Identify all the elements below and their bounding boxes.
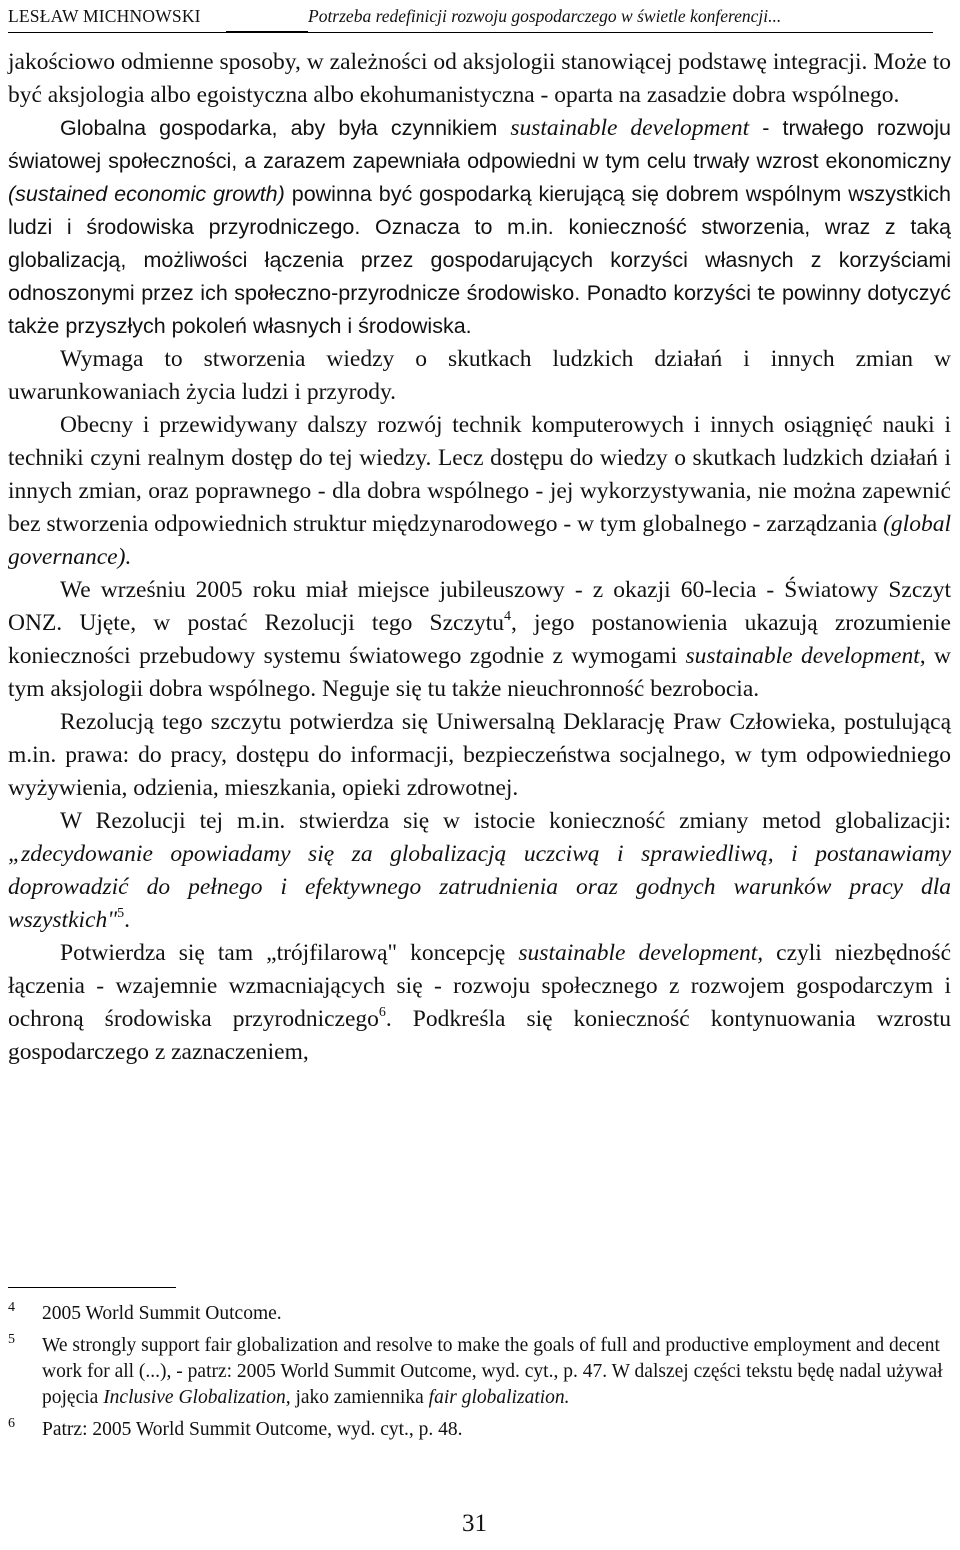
footnotes	[8, 1301, 943, 1449]
paragraph-7: W Rezolucji tej m.in. stwierdza się w istocie konieczność zmiany metod globalizacji: „zdecydowanie opowiadamy się za globalizacją uczciwą i sprawiedliwą, i postanawiamy doprowadzić do pełnego i efektywnego zatrudnienia oraz godnych warunków pracy dla wszystkich"$^5$.	[8, 808, 951, 933]
paragraph-8: Potwierdza się tam „trójfilarową" koncepcję sustainable development, czyli niezbędność łączenia - wzajemnie wzmacniających się - rozwoju społecznego z rozwojem gospodarczym i ochroną środowiska przyrodniczego$^6$. Podkreśla się konieczność kontynuowania wzrostu gospodarczego z zaznaczeniem,	[8, 940, 951, 1065]
footnote-separator	[8, 1287, 176, 1288]
term-sustained-economic-growth: (sustained economic growth)	[8, 182, 285, 206]
header-title: Potrzeba redefinicji rozwoju gospodarczego w świetle konferencji...	[308, 6, 782, 26]
resolution-quote: „zdecydowanie opowiadamy się za globalizacją uczciwą i sprawiedliwą, i postanawiamy doprowadzić do pełnego i efektywnego zatrudnienia oraz godnych warunków pracy dla wszystkich"	[8, 841, 951, 933]
footnote-6: 6 Patrz: 2005 World Summit Outcome, wyd. cyt., p. 48.	[8, 1417, 943, 1443]
term-sustainable-development-3: sustainable development,	[518, 940, 764, 966]
footnote-number: 5	[8, 1332, 15, 1347]
term-sustainable-development-2: sustainable development,	[685, 643, 926, 669]
term-global-governance: (global governance).	[8, 511, 951, 570]
paragraph-2	[8, 112, 951, 343]
header-rule	[8, 32, 933, 33]
body-text	[8, 46, 951, 1069]
page-number: 31	[462, 1510, 487, 1537]
running-header	[8, 6, 948, 32]
term-sustainable-development: sustainable development	[510, 115, 750, 141]
paragraph-4: Obecny i przewidywany dalszy rozwój technik komputerowych i innych osiągnięć nauki i techniki czyni realnym dostęp do tej wiedzy. Lecz dostępu do wiedzy o skutkach ludzkich działań i innych zmian, oraz poprawnego - dla dobra wspólnego - jej wykorzystywania, nie można zapewnić bez stworzenia odpowiednich struktur międzynarodowego - w tym globalnego - zarządzania (global governance).	[8, 412, 951, 570]
paragraph-6: Rezolucją tego szczytu potwierdza się Uniwersalną Deklarację Praw Człowieka, postulującą m.in. prawa: do pracy, dostępu do informacji, bezpieczeństwa socjalnego, w tym odpowiedniego wyżywienia, odzienia, mieszkania, opieki zdrowotnej.	[8, 709, 951, 801]
footnote-5: 5 We strongly support fair globalization and resolve to make the goals of full and productive employment and decent work for all (...), - patrz: 2005 World Summit Outcome, wyd. cyt., p. 47. W dalszej części tekstu będę nadal używał pojęcia Inclusive Globalization, jako zamiennika fair globalization.	[8, 1333, 943, 1411]
footnote-ref-5[interactable]: 5	[117, 906, 125, 921]
footnote-ref-4[interactable]: 4	[503, 609, 511, 624]
paragraph-2-text-e: powinna być gospodarką kierującą się dobrem wspólnym wszystkich ludzi i środowiska przyrodniczego. Oznacza to m.in. konieczność stworzenia, wraz z taką globalizacją, możliwości łączenia przez gospodarujących korzyści własnych z korzyściami odnoszonymi przez ich społeczno-przyrodnicze środowisko. Ponadto korzyści te powinny dotyczyć także przyszłych pokoleń własnych i środowiska.	[8, 182, 951, 338]
header-author: LESŁAW MICHNOWSKI	[8, 6, 201, 26]
footnote-ref-6[interactable]: 6	[378, 1005, 386, 1020]
term-fair-globalization: fair globalization.	[428, 1387, 570, 1408]
paragraph-1: jakościowo odmienne sposoby, w zależności od aksjologii stanowiącej podstawę integracji. Może to być aksjologia albo egoistyczna albo ekohumanistyczna - oparta na zasadzie dobra wspólnego.	[8, 49, 951, 108]
header-rule-accent	[226, 31, 308, 33]
paragraph-2-text-c: - trwałego rozwoju światowej społeczności, a zarazem zapewniała odpowiedni w tym celu trwały wzrost ekonomiczny	[8, 116, 951, 173]
footnote-number: 4	[8, 1300, 15, 1315]
footnote-4: 4 2005 World Summit Outcome.	[8, 1301, 943, 1327]
paragraph-3: Wymaga to stworzenia wiedzy o skutkach ludzkich działań i innych zmian w uwarunkowaniach życia ludzi i przyrody.	[8, 346, 951, 405]
paragraph-5: We wrześniu 2005 roku miał miejsce jubileuszowy - z okazji 60-lecia - Światowy Szczyt ONZ. Ujęte, w postać Rezolucji tego Szczytu$^4$, jego postanowienia ukazują zrozumienie konieczności przebudowy systemu światowego zgodnie z wymogami sustainable development, w tym aksjologii dobra wspólnego. Neguje się tu także nieuchronność bezrobocia.	[8, 577, 951, 702]
term-inclusive-globalization: Inclusive Globalization,	[103, 1387, 291, 1408]
footnote-number: 6	[8, 1416, 15, 1431]
paragraph-2-text-a: Globalna gospodarka, aby była czynnikiem	[60, 116, 511, 140]
